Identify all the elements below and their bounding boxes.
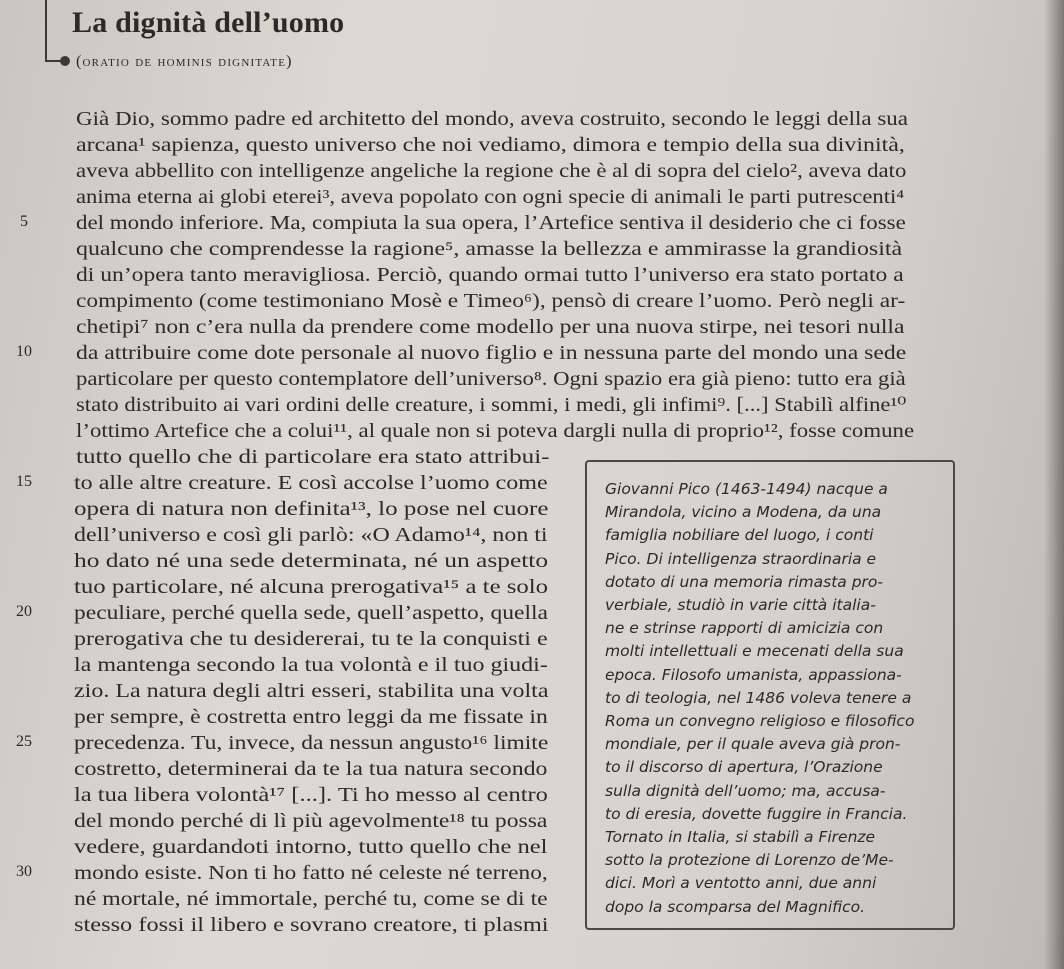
biography-line: ne e strinse rapporti di amicizia con [605, 619, 884, 638]
line-number: 20 [16, 603, 32, 620]
text-line: to alle altre creature. E così accolse l’uomo come [74, 473, 548, 494]
text-line: l’ottimo Artefice che a colui¹¹, al quale non si poteva dargli nulla di proprio¹², fosse comune [76, 421, 915, 442]
text-line: tutto quello che di particolare era stato attribui- [76, 447, 550, 468]
biography-line: Tornato in Italia, si stabilì a Firenze [605, 828, 876, 846]
biography-line: dopo la scomparsa del Magnifico. [605, 897, 866, 916]
text-line: prerogativa che tu desidererai, tu te la conquisti e [74, 629, 548, 650]
text-line: chetipi⁷ non c’era nulla da prendere come modello per una nuova stirpe, nei tesori nulla [76, 317, 905, 338]
line-number: 5 [20, 213, 28, 230]
text-line: costretto, determinerai da te la tua natura secondo [74, 759, 548, 780]
text-line: la mantenga secondo la tua volontà e il tuo giudi- [74, 655, 548, 676]
text-line: compimento (come testimoniano Mosè e Timeo⁶), pensò di creare l’uomo. Però negli ar- [76, 291, 906, 312]
page-subtitle: (oratio de hominis dignitate) [76, 53, 293, 70]
title-rule-vertical [45, 0, 47, 62]
line-number: 15 [16, 473, 32, 490]
text-line: tuo particolare, né alcuna prerogativa¹⁵ a te solo [74, 577, 549, 598]
line-number: 25 [16, 733, 32, 750]
biography-line: Roma un convegno religioso e filosofico [605, 712, 915, 730]
text-line: precedenza. Tu, invece, da nessun angusto¹⁶ limite [74, 733, 549, 754]
biography-line: epoca. Filosofo umanista, appassiona- [605, 665, 902, 684]
biography-line: molti intellettuali e mecenati della sua [605, 642, 904, 661]
text-line: né mortale, né immortale, perché tu, come se di te [74, 889, 548, 910]
text-line: da attribuire come dote personale al nuovo figlio e in nessuna parte del mondo una sede [76, 343, 907, 364]
text-line: dell’universo e così gli parlò: «O Adamo¹⁴, non ti [74, 525, 548, 546]
text-line: mondo esiste. Non ti ho fatto né celeste né terreno, [74, 863, 548, 884]
text-line: di un’opera tanto meravigliosa. Perciò, quando ormai tutto l’universo era stato portato a [76, 265, 904, 286]
text-line: zio. La natura degli altri esseri, stabilita una volta [74, 681, 549, 702]
text-line: la tua libera volontà¹⁷ [...]. Ti ho messo al centro [74, 785, 548, 806]
biography-line: mondiale, per il quale aveva già pron- [605, 735, 901, 754]
text-line: Già Dio, sommo padre ed architetto del mondo, aveva costruito, secondo le leggi della sua [76, 109, 908, 130]
text-line: stato distribuito ai vari ordini delle creature, i sommi, i medi, gli infimi⁹. [...] Stabilì alfine¹⁰ [76, 395, 907, 416]
biography-line: Mirandola, vicino a Modena, da una [605, 503, 882, 522]
line-number: 10 [16, 343, 32, 360]
text-line: arcana¹ sapienza, questo universo che noi vediamo, dimora e tempio della sua divinità, [76, 135, 905, 156]
biography-line: Pico. Di intelligenza straordinaria e [605, 549, 877, 568]
text-line: per sempre, è costretta entro leggi da me fissate in [74, 707, 548, 728]
text-line: particolare per questo contemplatore dell’universo⁸. Ogni spazio era già pieno: tutto era già [76, 369, 906, 390]
text-line: ho dato né una sede determinata, né un aspetto [74, 551, 549, 572]
page-shadow-edge [1044, 0, 1064, 969]
line-number: 30 [16, 863, 32, 880]
biography-line: verbiale, studiò in varie città italia- [605, 596, 876, 614]
biography-line: sulla dignità dell’uomo; ma, accusa- [605, 781, 886, 800]
text-line: anima eterna ai globi eterei³, aveva popolato con ogni specie di animali le parti putrescenti⁴ [76, 187, 905, 208]
biography-line: dotato di una memoria rimasta pro- [605, 572, 883, 591]
text-line: vedere, guardandoti intorno, tutto quello che nel [74, 837, 548, 858]
biography-line: famiglia nobiliare del luogo, i conti [605, 526, 874, 545]
text-line: peculiare, perché quella sede, quell’aspetto, quella [74, 603, 548, 624]
text-line: aveva abbellito con intelligenze angeliche la regione che è al di sopra del cielo², aveva dato [76, 161, 907, 182]
biography-line: to di eresia, dovette fuggire in Francia. [605, 804, 908, 823]
biography-line: Giovanni Pico (1463-1494) nacque a [605, 480, 888, 498]
text-line: del mondo perché di lì più agevolmente¹⁸ tu possa [74, 811, 548, 832]
title-bullet [60, 56, 70, 66]
biography-line: to di teologia, nel 1486 voleva tenere a [605, 688, 912, 707]
page-title: La dignità dell’uomo [72, 6, 345, 39]
text-line: opera di natura non definita¹³, lo pose nel cuore [74, 499, 549, 520]
biography-line: to il discorso di apertura, l’Orazione [605, 758, 883, 777]
text-line: del mondo inferiore. Ma, compiuta la sua opera, l’Artefice sentiva il desiderio che ci fosse [76, 213, 906, 234]
biography-line: sotto la protezione di Lorenzo de’Me- [605, 851, 894, 870]
text-line: qualcuno che comprendesse la ragione⁵, amasse la bellezza e ammirasse la grandiosità [76, 239, 903, 260]
biography-line: dici. Morì a ventotto anni, due anni [605, 874, 877, 893]
text-line: stesso fossi il libero e sovrano creatore, ti plasmi [74, 915, 549, 936]
